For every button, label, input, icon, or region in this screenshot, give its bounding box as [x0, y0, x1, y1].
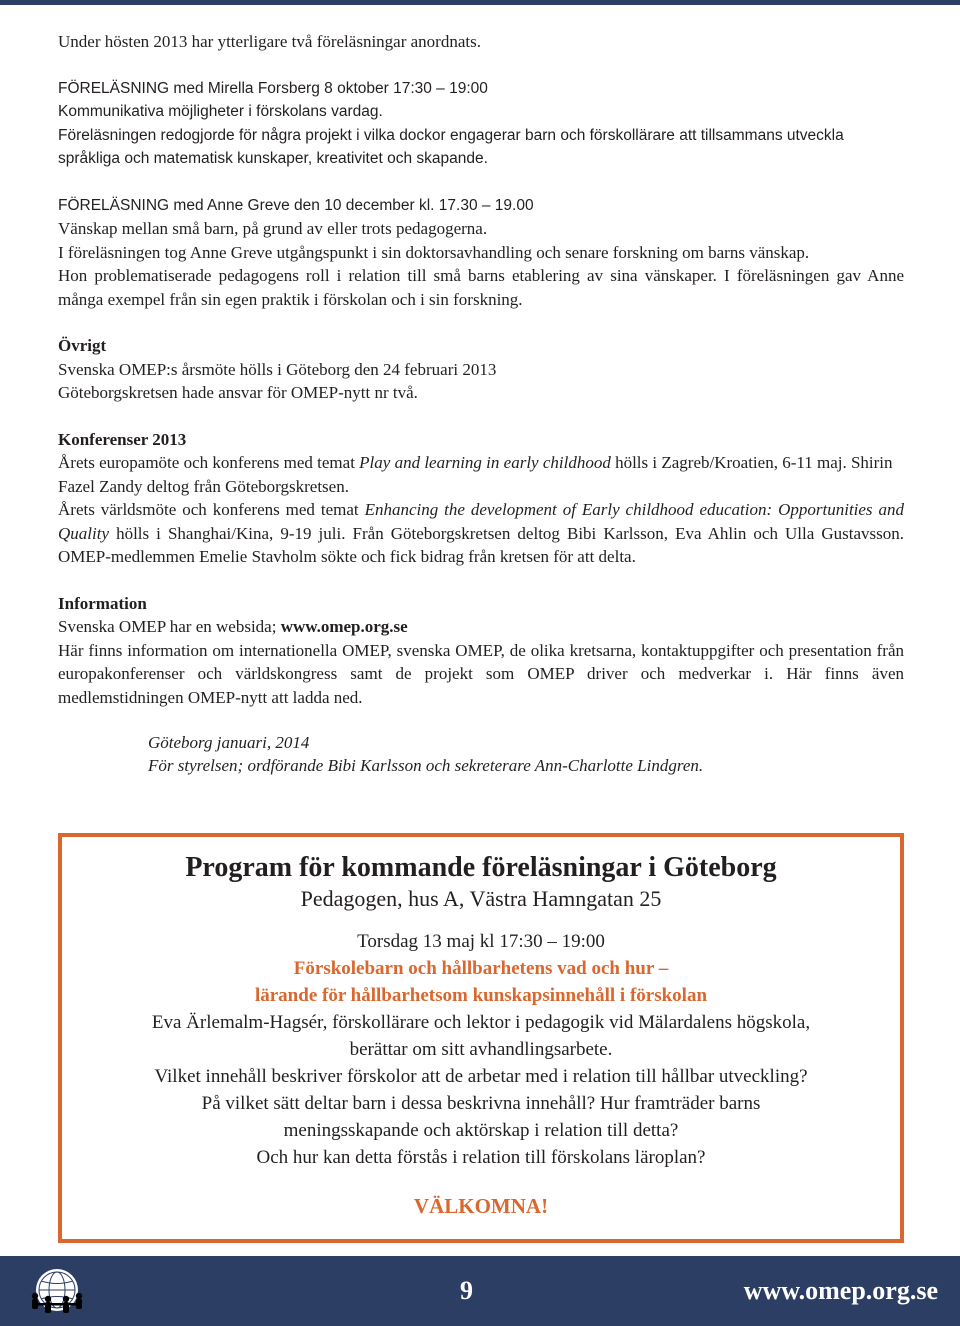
lecture-2-heading: FÖRELÄSNING med Anne Greve den 10 december kl. 17.30 – 19.00 — [58, 196, 534, 214]
program-topic-line-2: lärande för hållbarhetsom kunskapsinnehåll i förskolan — [254, 985, 708, 1006]
signature-names: För styrelsen; ordförande Bibi Karlsson och sekreterare Ann-Charlotte Lindgren. — [148, 756, 704, 775]
ovrigt-line-1: Svenska OMEP:s årsmöte hölls i Göteborg den 24 februari 2013 — [58, 359, 497, 379]
program-box — [58, 833, 904, 1243]
program-datetime: Torsdag 13 maj kl 17:30 – 19:00 — [357, 931, 605, 952]
information-section — [58, 592, 904, 710]
lecture-1-heading: FÖRELÄSNING med Mirella Forsberg 8 oktober 17:30 – 19:00 — [58, 79, 488, 97]
konferenser-paragraph-1: Årets europamöte och konferens med temat Play and learning in early childhood hölls i Zagreb/Kroatien, 6-11 maj. Shirin Fazel Zandy deltog från Göteborgskretsen. — [58, 453, 893, 496]
website-link[interactable]: www.omep.org.se — [280, 617, 408, 636]
ovrigt-line-2: Göteborgskretsen hade ansvar för OMEP-nytt nr två. — [58, 383, 418, 402]
welcome-text: VÄLKOMNA! — [413, 1194, 549, 1218]
konferenser-heading: Konferenser 2013 — [58, 429, 187, 449]
program-line: Och hur kan detta förstås i relation till förskolans läroplan? — [256, 1147, 706, 1168]
page-number: 9 — [460, 1276, 473, 1305]
lecture-2 — [58, 194, 904, 312]
program-line: meningsskapande och aktörskap i relation till detta? — [283, 1120, 679, 1141]
information-heading: Information — [58, 593, 147, 613]
program-line: Eva Ärlemalm-Hagsér, förskollärare och lektor i pedagogik vid Mälardalens högskola, — [151, 1012, 811, 1033]
lecture-1 — [58, 77, 904, 171]
article-body — [58, 30, 904, 777]
intro-text: Under hösten 2013 har ytterligare två föreläsningar anordnats. — [58, 32, 481, 51]
footer-website[interactable]: www.omep.org.se — [743, 1276, 938, 1305]
ovrigt-section — [58, 334, 904, 405]
signature — [58, 731, 904, 777]
program-line: berättar om sitt avhandlingsarbete. — [349, 1039, 613, 1060]
program-title: Program för kommande föreläsningar i Göteborg — [185, 852, 777, 883]
program-topic-line-1: Förskolebarn och hållbarhetens vad och hur – — [293, 958, 669, 979]
lecture-1-title: Kommunikativa möjligheter i förskolans vardag. — [58, 103, 383, 120]
program-line: På vilket sätt deltar barn i dessa beskrivna innehåll? Hur framträder barns — [201, 1093, 761, 1114]
top-bar — [0, 0, 960, 5]
lecture-2-body: Hon problematiserade pedagogens roll i relation till små barns etablering av sina vänskaper. I föreläsningen gav Anne många exempel från sin egen praktik i förskolan och i sin forskning. — [58, 266, 904, 309]
information-body: Här finns information om internationella OMEP, svenska OMEP, de olika kretsarna, kontaktuppgifter och presentation från europakonferenser och världskongress samt de projekt som OMEP driver och medverkar i. Här finns även medlemstidningen OMEP-nytt att ladda ned. — [58, 640, 904, 707]
konferenser-section — [58, 428, 904, 569]
footer — [0, 1256, 960, 1326]
information-line-1: Svenska OMEP har en websida; www.omep.org.se — [58, 617, 408, 636]
lecture-2-line: I föreläsningen tog Anne Greve utgångspunkt i sin doktorsavhandling och senare forskning om barns vänskap. — [58, 242, 810, 262]
program-venue: Pedagogen, hus A, Västra Hamngatan 25 — [300, 886, 662, 911]
omep-logo-icon — [26, 1266, 88, 1318]
lecture-1-body: Föreläsningen redogjorde för några projekt i vilka dockor engagerar barn och förskollärare att tillsammans utveckla språkliga och matematisk kunskaper, kreativitet och skapande. — [58, 126, 844, 167]
ovrigt-heading: Övrigt — [58, 336, 107, 355]
lecture-2-title: Vänskap mellan små barn, på grund av eller trots pedagogerna. — [58, 219, 488, 238]
konferenser-paragraph-2: Årets världsmöte och konferens med temat Enhancing the development of Early childhood education: Opportunities and Quality hölls i Shanghai/Kina, 9-19 juli. Från Göteborgskretsen deltog Bibi Karlsson, Eva Ahlin och Ulla Gustavsson. OMEP-medlemmen Emelie Stavholm sökte och fick bidrag från kretsen för att delta. — [58, 500, 904, 566]
program-line: Vilket innehåll beskriver förskolor att de arbetar med i relation till hållbar utveckling? — [154, 1066, 808, 1087]
signature-date: Göteborg januari, 2014 — [148, 733, 310, 752]
